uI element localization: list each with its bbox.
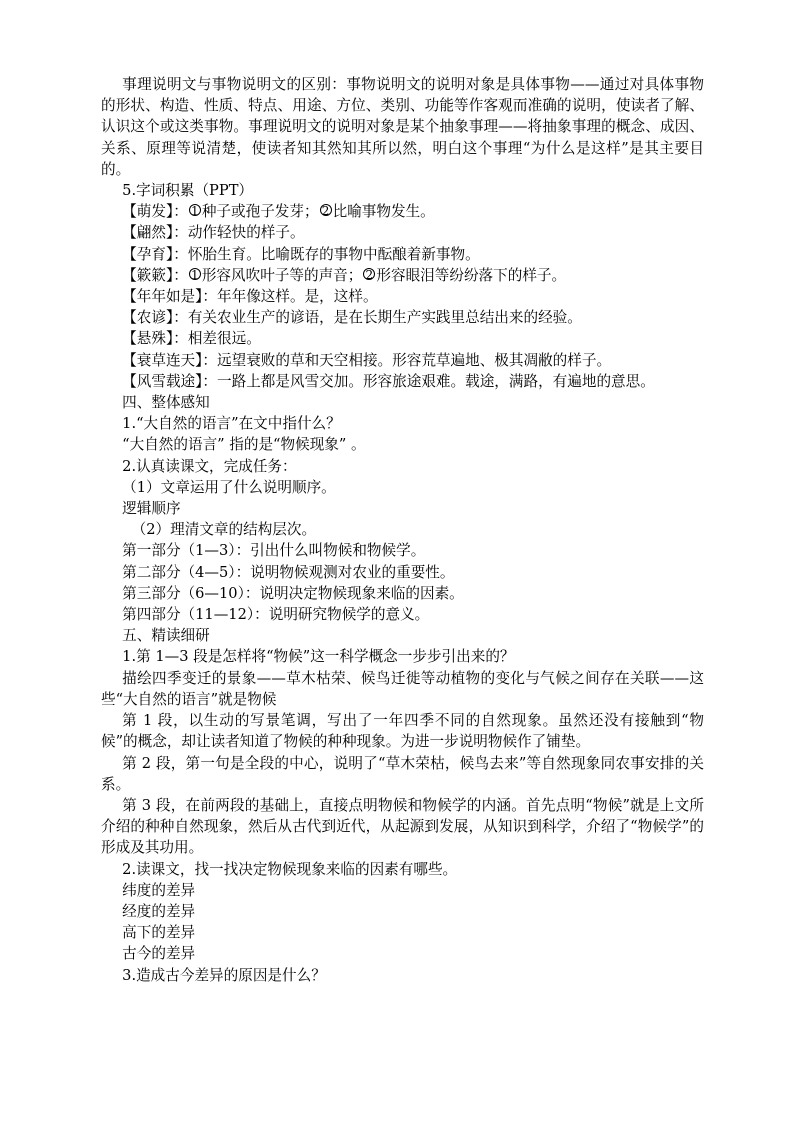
vocab-item: 【孕育】：怀胎生育。比喻既存的事物中酝酿着新事物。 (122, 245, 480, 263)
analysis-paragraph: 第 2 段，第一句是全段的中心，说明了“草木荣枯，候鸟去来”等自然现象同农事安排的关系。 (101, 754, 704, 793)
vocab-def-part: 比喻事物发生。 (332, 203, 435, 221)
question: 2.读课文，找一找决定物候现象来临的因素有哪些。 (122, 860, 458, 878)
heading-vocabulary: 5.字词积累（PPT） (122, 182, 254, 200)
factor-item: 古今的差异 (122, 945, 196, 963)
vocab-term: 【簌簌】： (122, 266, 188, 284)
vocab-def-part: 形容眼泪等纷纷落下的样子。 (376, 266, 567, 284)
question: 1.“大自然的语言”在文中指什么？ (122, 415, 341, 433)
vocab-item: 【悬殊】：相差很远。 (122, 330, 261, 348)
sub-question: （1）文章运用了什么说明顺序。 (122, 478, 336, 496)
vocab-term: 【萌发】： (122, 203, 188, 221)
answer: 逻辑顺序 (122, 500, 181, 518)
vocab-item: 【农谚】：有关农业生产的谚语，是在长期生产实践里总结出来的经验。 (122, 309, 582, 327)
analysis-paragraph: 第 1 段，以生动的写景笔调，写出了一年四季不同的自然现象。虽然还没有接触到“物候”的概念，却让读者知道了物候的种种现象。为进一步说明物候作了铺垫。 (101, 712, 704, 751)
structure-part: 第三部分（6—10）：说明决定物候现象来临的因素。 (122, 584, 464, 602)
vocab-item: 【翩然】：动作轻快的样子。 (122, 224, 305, 242)
vocab-item: 【衰草连天】：远望衰败的草和天空相接。形容荒草遍地、极其凋敝的样子。 (122, 351, 612, 369)
vocab-item: 【年年如是】：年年像这样。是，这样。 (122, 288, 378, 306)
vocab-def-part: 形容风吹叶子等的声音； (201, 266, 363, 284)
paragraph-distinction: 事理说明文与事物说明文的区别：事物说明文的说明对象是具体事物——通过对具体事物的形状、构造、性质、特点、用途、方位、类别、功能等作客观而准确的说明，使读者了解、认识这个或这类事物。事理说明文的说明对象是某个抽象事理——将抽象事理的概念、成因、关系、原理等说清楚，使读者知其然知其所以然，明白这个事理“为什么是这样”是其主要目的。 (101, 76, 704, 178)
structure-part: 第二部分（4—5）：说明物候观测对农业的重要性。 (122, 563, 455, 581)
structure-part: 第一部分（1—3）：引出什么叫物候和物候学。 (122, 542, 426, 560)
document-page (101, 74, 704, 986)
vocab-item (101, 265, 704, 286)
vocab-item: 【风雪载途】：一路上都是风雪交加。形容旅途艰难。载途，满路，有遍地的意思。 (122, 372, 655, 390)
circled-number: 1 (189, 268, 201, 280)
answer: 描绘四季变迁的景象——草木枯荣、候鸟迁徙等动植物的变化与气候之间存在关联——这些“大自然的语言”就是物候 (101, 669, 704, 708)
question: 2.认真读课文，完成任务： (122, 457, 297, 475)
factor-item: 纬度的差异 (122, 881, 196, 899)
structure-part: 第四部分（11—12）：说明研究物候学的意义。 (122, 606, 430, 624)
section-heading-overall: 四、整体感知 (122, 394, 210, 412)
analysis-paragraph: 第 3 段，在前两段的基础上，直接点明物候和物候学的内涵。首先点明“物候”就是上文所介绍的种种自然现象，然后从古代到近代，从起源到发展，从知识到科学，介绍了“物候学”的形成及其功用。 (101, 796, 704, 857)
vocab-item (101, 201, 704, 222)
answer: “大自然的语言” 指的是“物候现象” 。 (122, 436, 366, 454)
section-heading-close-reading: 五、精读细研 (122, 627, 210, 645)
question: 1.第 1—3 段是怎样将“物候”这一科学概念一步步引出来的？ (122, 648, 515, 666)
circled-number: 1 (189, 204, 201, 216)
circled-number: 2 (320, 204, 332, 216)
question: 3.造成古今差异的原因是什么？ (122, 966, 326, 984)
factor-item: 经度的差异 (122, 902, 196, 920)
vocab-def-part: 种子或孢子发芽； (201, 203, 319, 221)
sub-question: （2）理清文章的结构层次。 (131, 521, 317, 539)
circled-number: 2 (363, 268, 375, 280)
factor-item: 高下的差异 (122, 924, 196, 942)
